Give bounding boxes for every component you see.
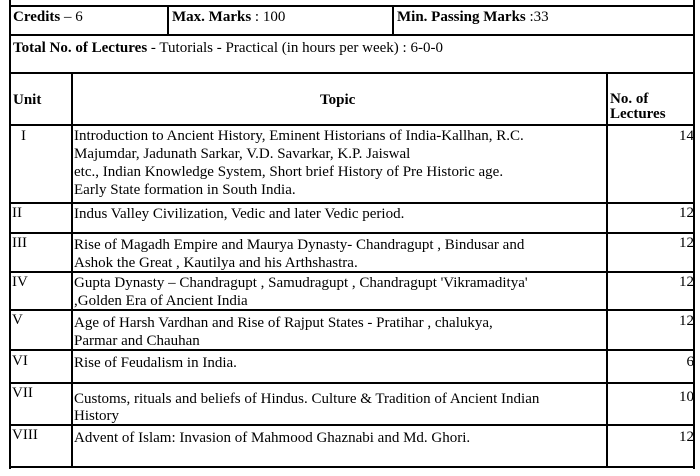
lectures-cell: 12 [679, 274, 694, 290]
topic-line: Rise of Feudalism in India. [74, 355, 237, 371]
min-passing-label: Min. Passing Marks [397, 9, 526, 25]
lectures-cell: 12 [679, 205, 694, 221]
table-border-bottom [9, 466, 695, 468]
topic-line: Customs, rituals and beliefs of Hindus. Culture & Tradition of Ancient Indian [74, 391, 540, 407]
row-divider [9, 232, 695, 234]
credits-value: – 6 [60, 9, 83, 25]
col-divider [392, 5, 394, 36]
lectures-value: - Tutorials - Practical (in hours per week) : 6-0-0 [147, 40, 443, 56]
topic-line: Advent of Islam: Invasion of Mahmood Ghaznabi and Md. Ghori. [74, 430, 471, 446]
column-header-lectures-2: Lectures [610, 106, 666, 122]
table-border-left [9, 0, 11, 469]
unit-cell: II [12, 205, 22, 221]
min-passing-value: :33 [525, 9, 549, 25]
lectures-cell: 14 [679, 128, 694, 144]
row-divider [9, 382, 695, 384]
unit-cell: VII [12, 385, 33, 401]
row-divider [9, 202, 695, 204]
topic-line: Majumdar, Jadunath Sarkar, V.D. Savarkar, K.P. Jaiswal [74, 146, 411, 162]
row-divider [9, 309, 695, 311]
col-divider-lectures [606, 72, 608, 468]
topic-line: History [74, 408, 119, 424]
topic-line: Age of Harsh Vardhan and Rise of Rajput States - Pratihar , chalukya, [74, 315, 493, 331]
topic-line: Indus Valley Civilization, Vedic and later Vedic period. [74, 206, 405, 222]
unit-cell: V [12, 312, 23, 328]
credits-label: Credits [13, 9, 61, 25]
max-marks-label: Max. Marks [172, 9, 252, 25]
column-header-lectures-1: No. of [610, 91, 649, 107]
unit-cell: III [12, 235, 27, 251]
column-header-unit: Unit [13, 92, 42, 108]
unit-cell: I [21, 128, 26, 144]
topic-line: Early State formation in South India. [74, 182, 296, 198]
unit-cell: VIII [12, 427, 38, 443]
lectures-cell: 6 [686, 354, 694, 370]
topic-line: ,Golden Era of Ancient India [74, 293, 248, 309]
unit-cell: VI [12, 353, 28, 369]
col-divider-unit [71, 72, 73, 468]
lectures-label: Total No. of Lectures [13, 40, 148, 56]
credits-cell [13, 9, 83, 25]
topic-line: Ashok the Great , Kautilya and his Arthshastra. [74, 255, 358, 271]
lectures-cell [13, 40, 443, 56]
row-divider [9, 34, 695, 36]
max-marks-cell [172, 9, 285, 25]
row-divider [9, 72, 695, 74]
topic-line: etc., Indian Knowledge System, Short brief History of Pre Historic age. [74, 164, 504, 180]
lectures-cell: 12 [679, 313, 694, 329]
column-header-topic: Topic [320, 92, 356, 108]
max-marks-value: : 100 [251, 9, 286, 25]
lectures-cell: 12 [679, 235, 694, 251]
row-divider [9, 124, 695, 126]
row-divider [9, 271, 695, 273]
lectures-cell: 12 [679, 429, 694, 445]
min-passing-cell [397, 9, 549, 25]
row-divider [9, 424, 695, 426]
lectures-cell: 10 [679, 389, 694, 405]
topic-line: Parmar and Chauhan [74, 333, 200, 349]
row-divider [9, 349, 695, 351]
topic-line: Introduction to Ancient History, Eminent Historians of India-Kallhan, R.C. [74, 128, 524, 144]
table-border-top [9, 5, 695, 7]
unit-cell: IV [12, 274, 28, 290]
col-divider [167, 5, 169, 36]
topic-line: Gupta Dynasty – Chandragupt , Samudragupt , Chandragupt 'Vikramaditya' [74, 275, 528, 291]
topic-line: Rise of Magadh Empire and Maurya Dynasty- Chandragupt , Bindusar and [74, 237, 525, 253]
